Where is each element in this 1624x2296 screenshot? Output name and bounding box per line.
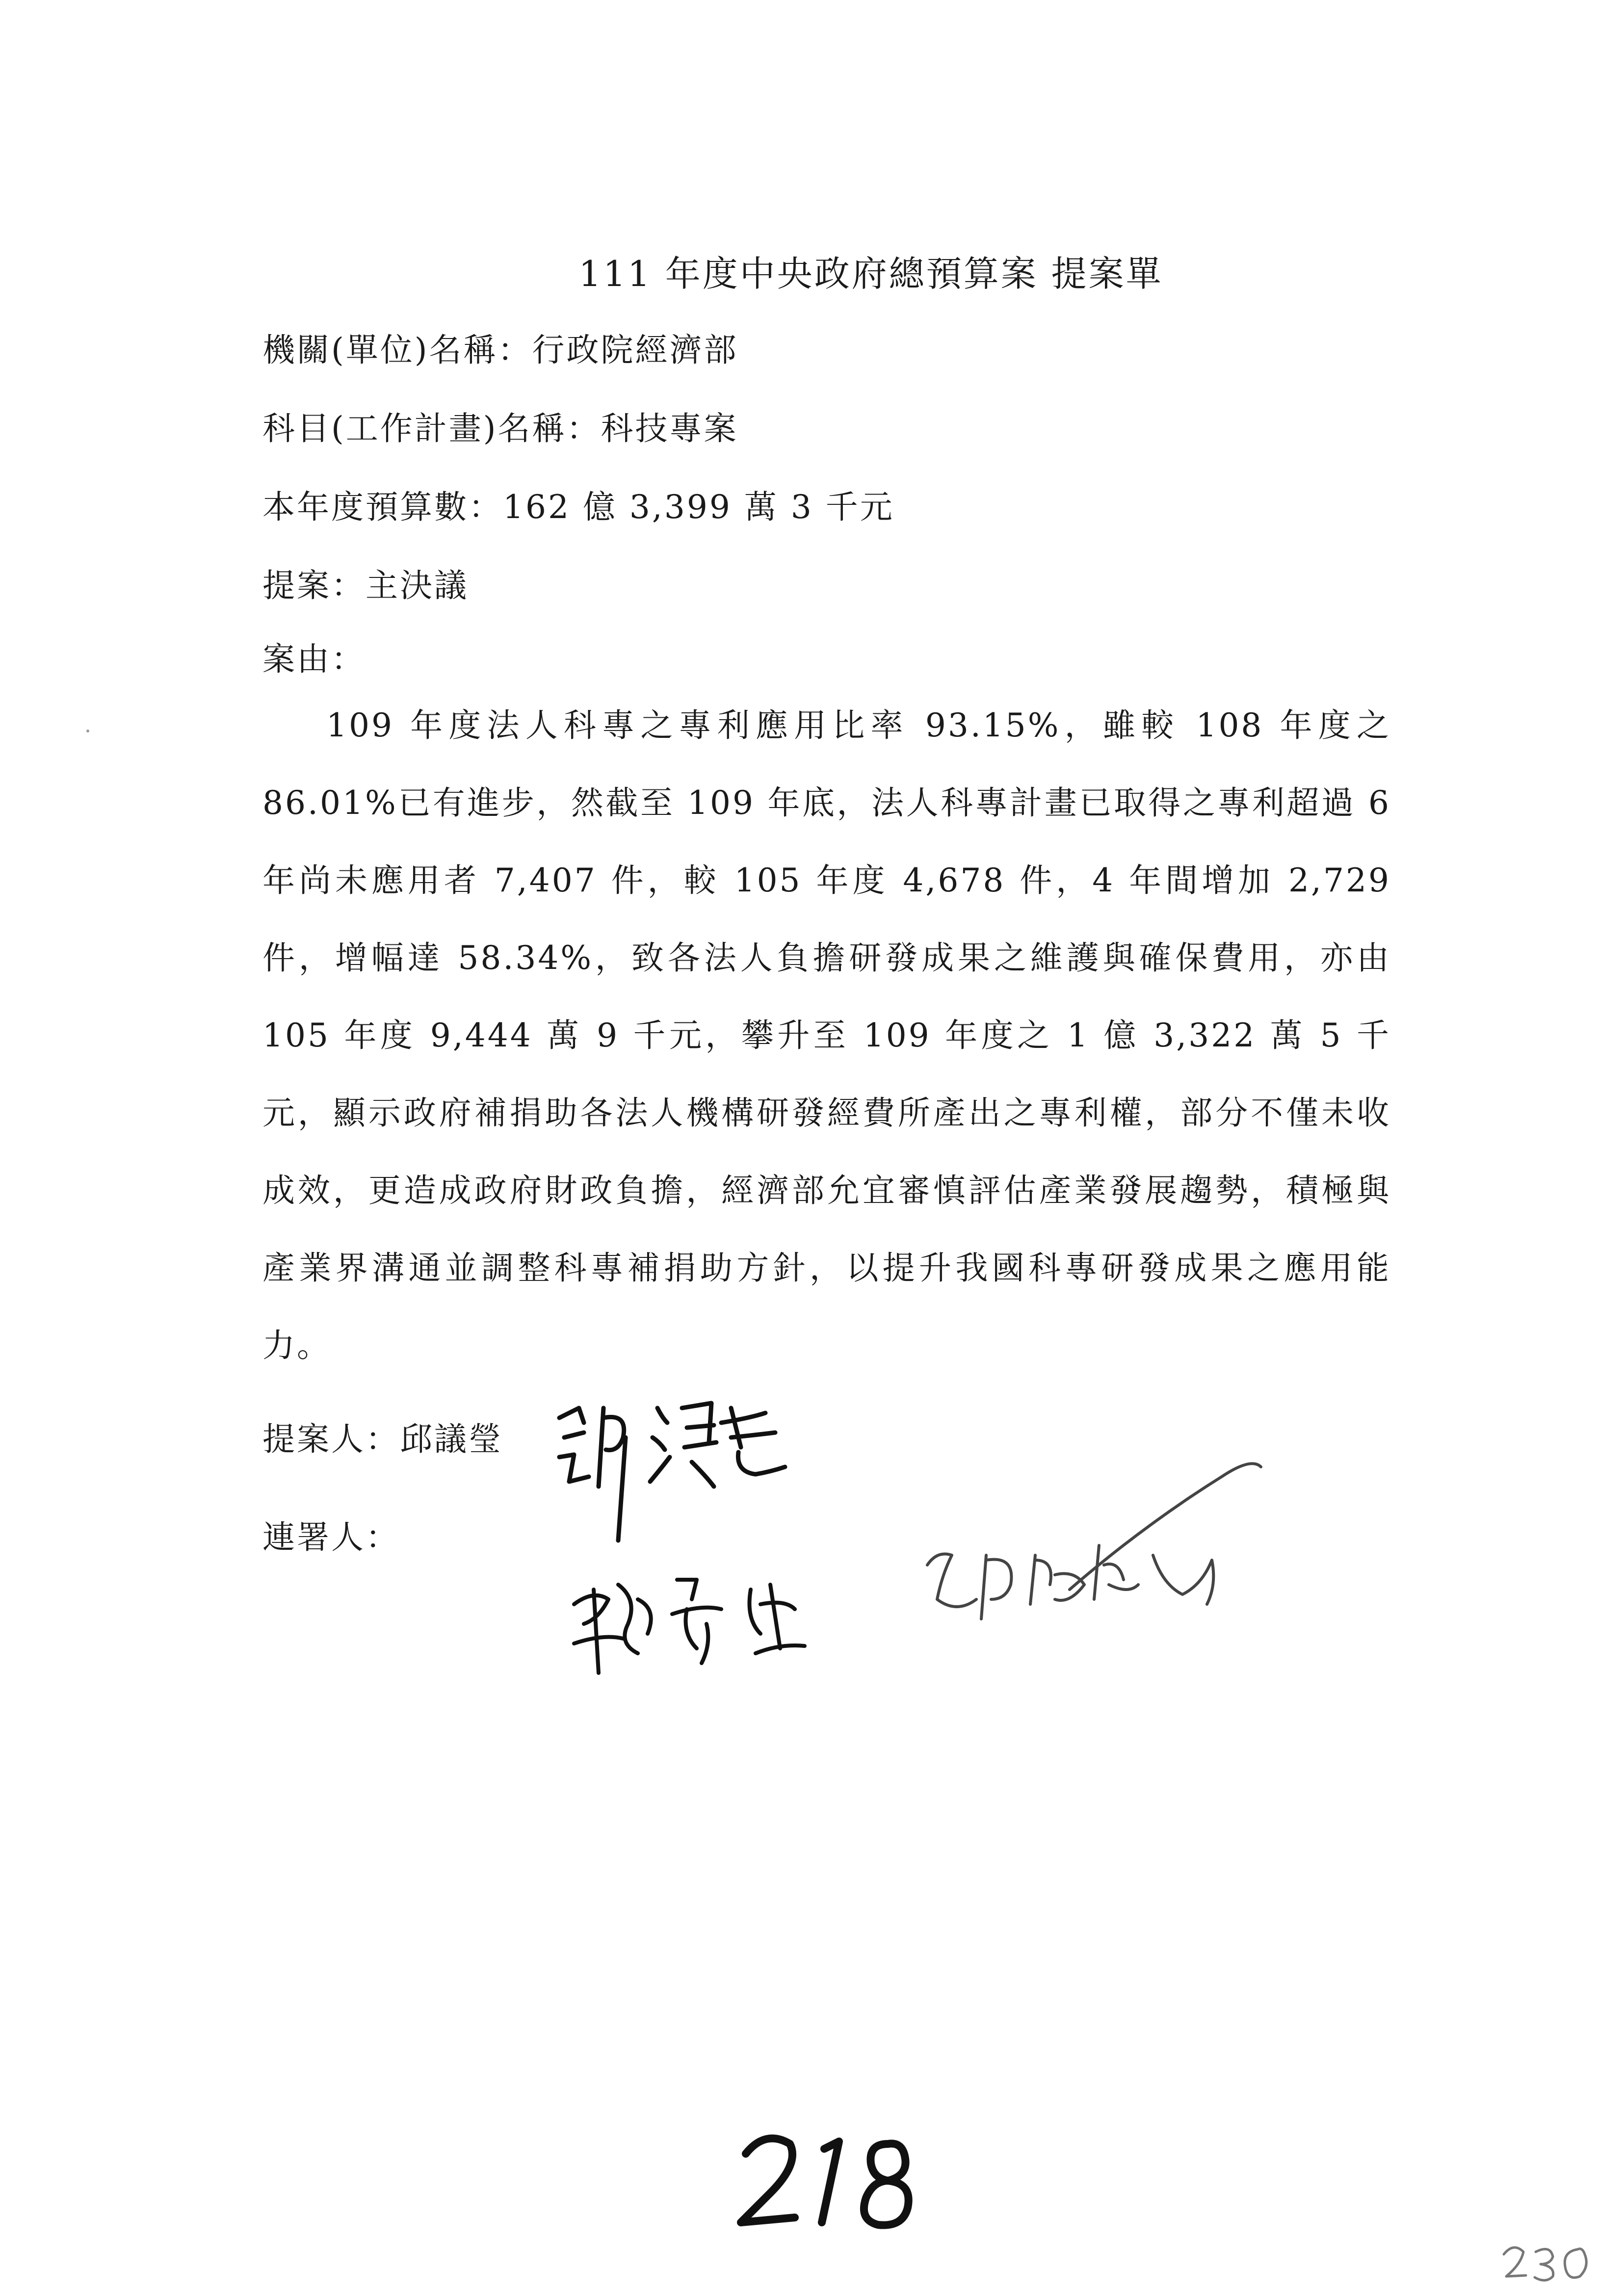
field-budget (262, 481, 894, 527)
field-program-label: 科目(工作計畫)名稱： (262, 410, 601, 447)
proposer-line (262, 1413, 503, 1460)
field-program-value: 科技專案 (601, 410, 738, 447)
proposer-name: 邱議瑩 (400, 1420, 503, 1458)
cosigner-line (262, 1511, 400, 1558)
field-program (262, 402, 738, 449)
proposal-body: 109 年度法人科專之專利應用比率 93.15%，雖較 108 年度之 86.01%已有進步，然截至 109 年底，法人科專計畫已取得之專利超過 6 年尚未應用者 7,407 件，較 105 年度 4,678 件，4 年間增加 2,729 件，增幅達 58.34%，致各法人負擔研發成果之維護與確保費用，亦由 105 年度 9,444 萬 9 千元，攀升至 109 年度之 1 億 3,322 萬 5 千元，顯示政府補捐助各法人機構研發經費所產出之專利權，部分不僅未收成效，更造成政府財政負擔，經濟部允宜審慎評估產業發展趨勢，積極與產業界溝通並調整科專補捐助方針，以提升我國科專研發成果之應用能力。 (262, 706, 1391, 1364)
field-reason-label: 案由： (262, 640, 366, 678)
page-number (726, 2124, 932, 2232)
field-reason (262, 633, 366, 679)
proposer-signature (545, 1388, 800, 1555)
field-agency-label: 機關(單位)名稱： (262, 331, 532, 369)
field-budget-value: 162 億 3,399 萬 3 千元 (503, 488, 894, 526)
document-title: 111 年度中央政府總預算案 提案單 (578, 253, 1163, 294)
field-agency-value: 行政院經濟部 (532, 331, 738, 369)
field-budget-label: 本年度預算數： (262, 488, 503, 526)
cosigner-signature-2 (908, 1437, 1281, 1644)
cosigner-label: 連署人： (262, 1518, 400, 1556)
cosigner-signature-1 (564, 1560, 839, 1688)
field-agency (262, 324, 738, 370)
scan-speck (86, 730, 89, 732)
field-proposal (262, 559, 469, 606)
field-proposal-value: 主決議 (366, 567, 469, 604)
corner-number (1496, 2237, 1595, 2286)
field-proposal-label: 提案： (262, 567, 366, 604)
proposer-label: 提案人： (262, 1420, 400, 1458)
